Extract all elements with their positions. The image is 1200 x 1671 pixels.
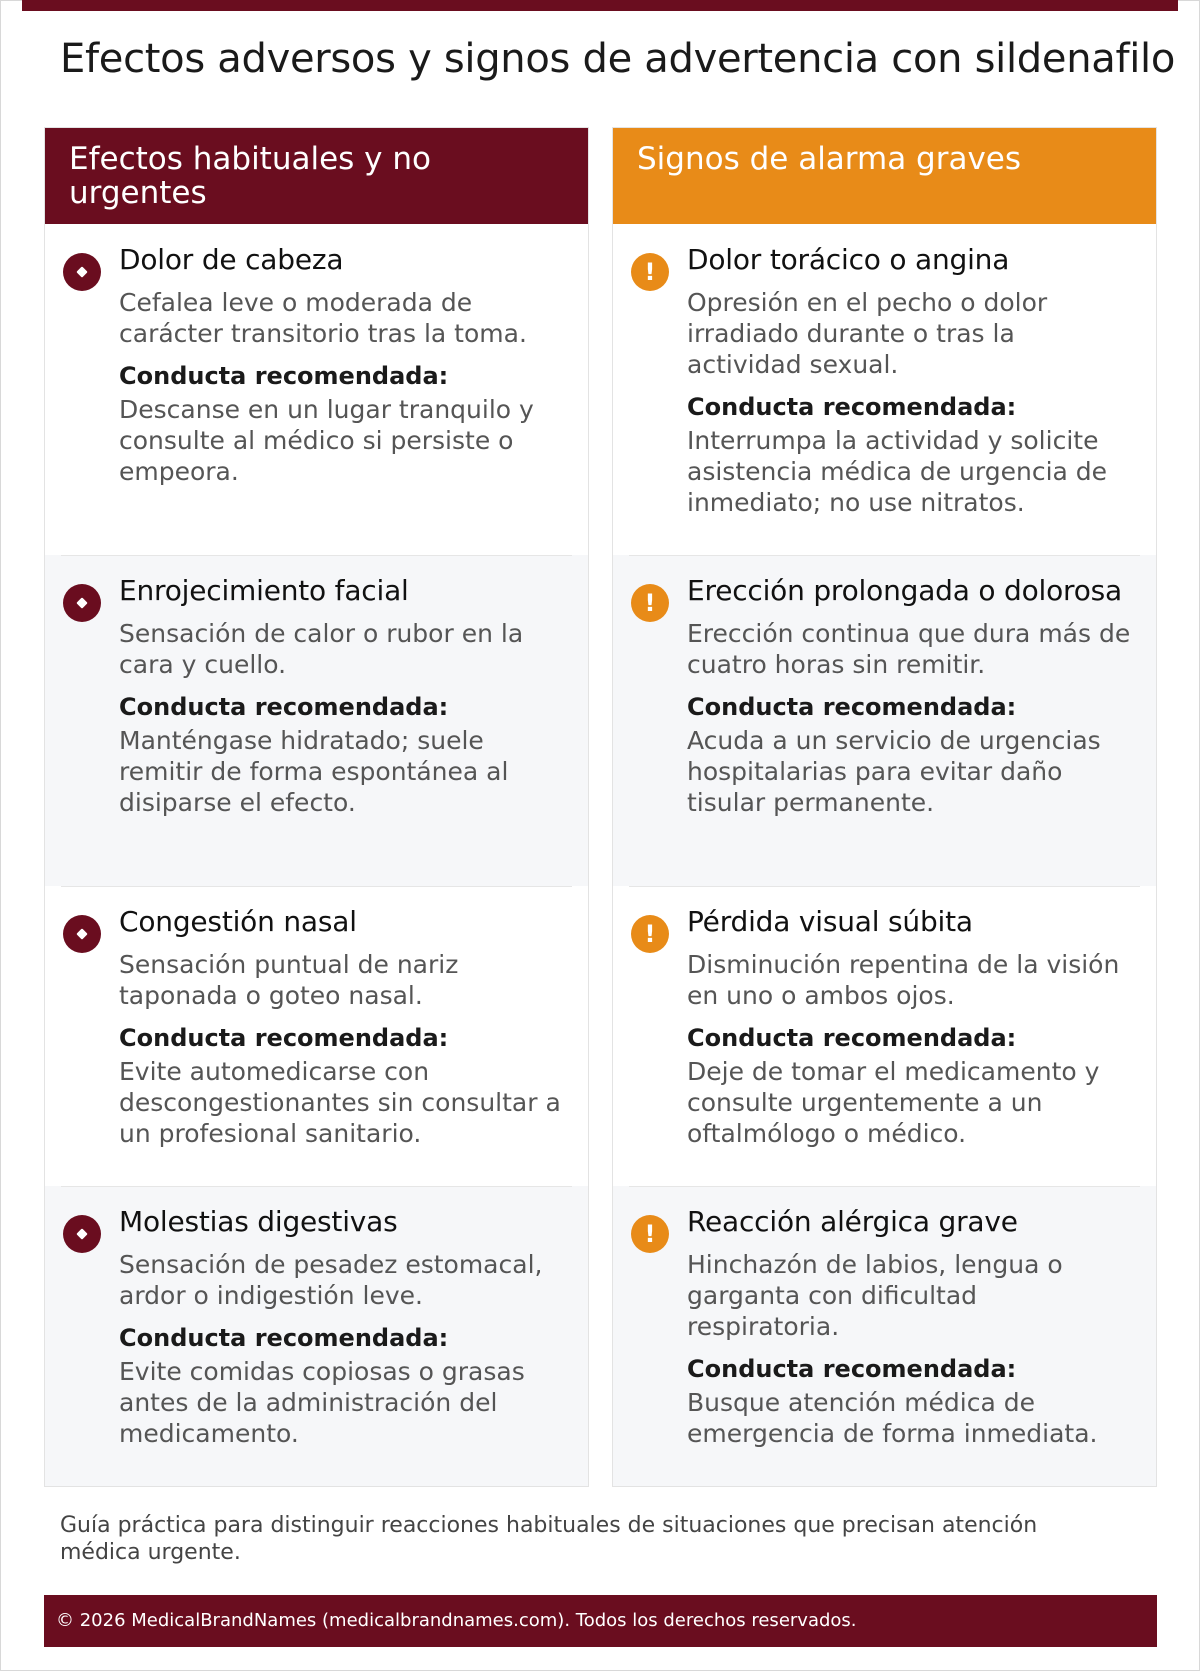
effect-item — [45, 555, 588, 886]
action-text: Evite comidas copiosas o grasas antes de la administración del medicamento. — [119, 1357, 525, 1448]
warning-item — [613, 886, 1156, 1186]
divider — [61, 1186, 572, 1187]
copyright-bar — [44, 1595, 1157, 1647]
page-title: Efectos adversos y signos de advertencia con sildenafilo — [60, 36, 1176, 82]
item-description: Disminución repentina de la visión en uno o ambos ojos. — [687, 950, 1120, 1010]
effect-item — [45, 1186, 588, 1486]
item-description: Opresión en el pecho o dolor irradiado durante o tras la actividad sexual. — [687, 288, 1048, 379]
warning-item — [613, 1186, 1156, 1486]
item-title: Pérdida visual súbita — [687, 905, 973, 938]
divider — [61, 555, 572, 556]
action-text: Evite automedicarse con descongestionantes sin consultar a un profesional sanitario. — [119, 1057, 561, 1148]
item-title: Molestias digestivas — [119, 1205, 398, 1238]
action-label: Conducta recomendada: — [119, 693, 449, 721]
item-title: Enrojecimiento facial — [119, 574, 409, 607]
dot-icon — [63, 584, 101, 622]
action-label: Conducta recomendada: — [119, 362, 449, 390]
action-text: Interrumpa la actividad y solicite asistencia médica de urgencia de inmediato; no use nitratos. — [687, 426, 1108, 517]
action-text: Manténgase hidratado; suele remitir de forma espontánea al disiparse el efecto. — [119, 726, 509, 817]
divider — [629, 886, 1140, 887]
action-text: Descanse en un lugar tranquilo y consulte al médico si persiste o empeora. — [119, 395, 534, 486]
common-effects-column — [44, 127, 589, 1487]
warning-item — [613, 555, 1156, 886]
alert-icon: ! — [631, 915, 669, 953]
column-heading: Efectos habituales y no urgentes — [45, 128, 588, 224]
action-label: Conducta recomendada: — [687, 1355, 1017, 1383]
warning-signs-column — [612, 127, 1157, 1487]
dot-icon — [63, 915, 101, 953]
action-label: Conducta recomendada: — [119, 1324, 449, 1352]
alert-icon: ! — [631, 1215, 669, 1253]
item-description: Erección continua que dura más de cuatro horas sin remitir. — [687, 619, 1131, 679]
action-label: Conducta recomendada: — [687, 1024, 1017, 1052]
action-label: Conducta recomendada: — [687, 393, 1017, 421]
action-text: Busque atención médica de emergencia de forma inmediata. — [687, 1388, 1098, 1448]
item-description: Cefalea leve o moderada de carácter transitorio tras la toma. — [119, 288, 527, 348]
dot-icon — [63, 1215, 101, 1253]
copyright-text: © 2026 MedicalBrandNames (medicalbrandnames.com). Todos los derechos reservados. — [56, 1610, 857, 1631]
action-label: Conducta recomendada: — [687, 693, 1017, 721]
item-description: Sensación puntual de nariz taponada o goteo nasal. — [119, 950, 459, 1010]
dot-icon — [63, 253, 101, 291]
action-text: Acuda a un servicio de urgencias hospitalarias para evitar daño tisular permanente. — [687, 726, 1101, 817]
item-description: Sensación de calor o rubor en la cara y cuello. — [119, 619, 524, 679]
item-title: Erección prolongada o dolorosa — [687, 574, 1123, 607]
divider — [61, 886, 572, 887]
item-title: Congestión nasal — [119, 905, 357, 938]
divider — [629, 555, 1140, 556]
action-text: Deje de tomar el medicamento y consulte urgentemente a un oftalmólogo o médico. — [687, 1057, 1100, 1148]
footnote: Guía práctica para distinguir reacciones habituales de situaciones que precisan atención médica urgente. — [60, 1513, 1038, 1565]
alert-icon: ! — [631, 584, 669, 622]
effect-item — [45, 224, 588, 555]
alert-icon: ! — [631, 253, 669, 291]
item-title: Dolor torácico o angina — [687, 243, 1010, 276]
item-title: Dolor de cabeza — [119, 243, 344, 276]
column-heading: Signos de alarma graves — [613, 128, 1156, 224]
item-title: Reacción alérgica grave — [687, 1205, 1018, 1238]
action-label: Conducta recomendada: — [119, 1024, 449, 1052]
item-description: Hinchazón de labios, lengua o garganta con dificultad respiratoria. — [687, 1250, 1063, 1341]
item-description: Sensación de pesadez estomacal, ardor o indigestión leve. — [119, 1250, 543, 1310]
effect-item — [45, 886, 588, 1186]
warning-item — [613, 224, 1156, 555]
top-accent-bar — [22, 0, 1178, 11]
divider — [629, 1186, 1140, 1187]
